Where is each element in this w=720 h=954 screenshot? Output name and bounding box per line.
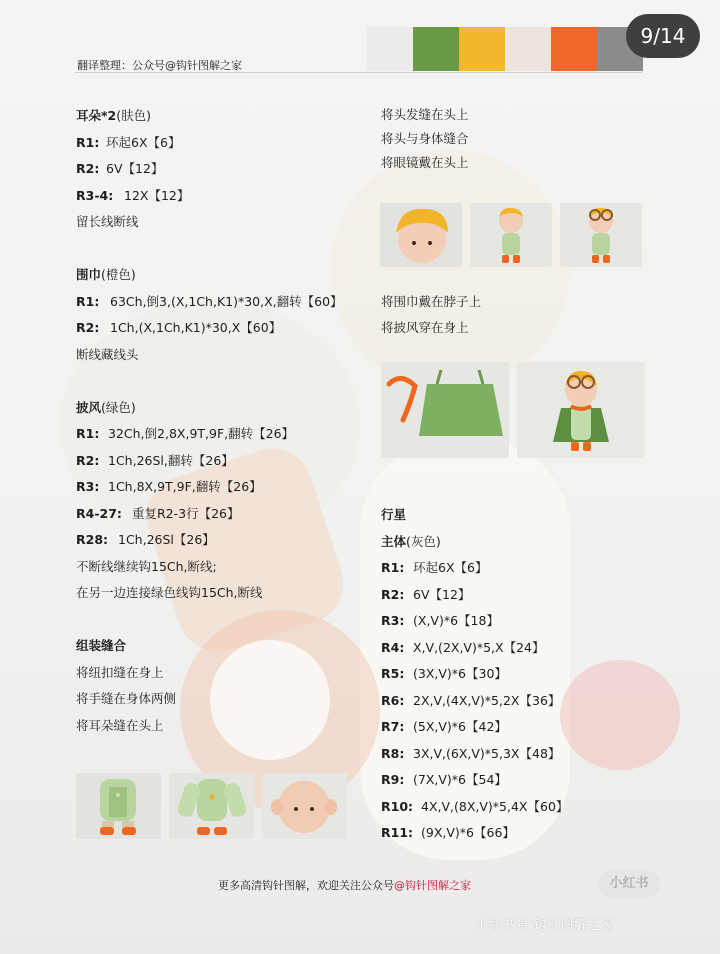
section-heading-planet: 行星 xyxy=(381,507,407,522)
color-swatch xyxy=(413,27,459,71)
doll-arms-photo xyxy=(169,773,254,839)
pattern-row: R1: 环起6X【6】 xyxy=(381,560,488,575)
assembly-step: 将披风穿在身上 xyxy=(381,320,469,335)
assembly-step: 将眼镜戴在头上 xyxy=(381,155,469,170)
doll-front-photo xyxy=(470,203,552,267)
pattern-row: R4-27: 重复R2-3行【26】 xyxy=(76,505,240,521)
pattern-row: R3-4: 12X【12】 xyxy=(76,187,190,203)
pattern-row: R3: 1Ch,8X,9T,9F,翻转【26】 xyxy=(76,479,262,494)
background-shape xyxy=(560,660,680,770)
doll-body-photo xyxy=(76,773,161,839)
background-shape xyxy=(330,150,570,390)
pattern-row: R2: 1Ch,(X,1Ch,K1)*30,X【60】 xyxy=(76,320,282,335)
color-swatch xyxy=(505,27,551,71)
yarn-color: (橙色) xyxy=(101,267,136,282)
pattern-row: R1: 32Ch,倒2,8X,9T,9F,翻转【26】 xyxy=(76,426,295,441)
scarf-and-cape-photo xyxy=(381,362,509,458)
pattern-row: R7: (5X,V)*6【42】 xyxy=(381,719,507,734)
pattern-row: R11: (9X,V)*6【66】 xyxy=(381,825,515,840)
left-column xyxy=(76,103,343,739)
pattern-row: R2: 6V【12】 xyxy=(76,161,164,176)
instruction-note: 断线藏线头 xyxy=(76,346,139,362)
pattern-row: R1: 环起6X【6】 xyxy=(76,134,181,150)
section-heading-cape xyxy=(76,395,343,422)
assembly-step: 将手缝在身体两侧 xyxy=(76,691,177,706)
section-heading-assembly: 组装缝合 xyxy=(76,638,127,653)
pattern-row: R1: 63Ch,倒3,(X,1Ch,K1)*30,X,翻转【60】 xyxy=(76,293,343,309)
pattern-row: R6: 2X,V,(4X,V)*5,2X【36】 xyxy=(381,692,561,708)
assembly-step: 将头与身体缝合 xyxy=(381,131,469,146)
part-title: 主体 xyxy=(381,533,407,549)
pattern-row: R2: 1Ch,26Sl,翻转【26】 xyxy=(76,452,234,468)
assembly-step: 将纽扣缝在身上 xyxy=(76,664,164,680)
pattern-row: R3: (X,V)*6【18】 xyxy=(381,613,499,628)
assembly-photos xyxy=(76,773,347,839)
hair-photo xyxy=(380,203,462,267)
part-heading xyxy=(381,529,568,556)
assembly-step: 将头发缝在头上 xyxy=(381,107,469,122)
doll-with-cape-photo xyxy=(517,362,645,458)
section-title: 围巾 xyxy=(76,267,102,282)
doll-goggles-photo xyxy=(560,203,642,267)
section-heading-ears xyxy=(76,103,343,130)
doll-head-photo xyxy=(262,773,347,839)
head-assembly-steps xyxy=(381,103,469,175)
pattern-row: R5: (3X,V)*6【30】 xyxy=(381,666,507,681)
planet-section xyxy=(381,502,568,847)
color-swatch xyxy=(367,27,413,71)
pattern-row: R8: 3X,V,(6X,V)*5,3X【48】 xyxy=(381,745,561,761)
yarn-color: (灰色) xyxy=(406,533,441,549)
yarn-color: (肤色) xyxy=(116,108,152,123)
color-swatch xyxy=(551,27,597,71)
pattern-row: R2: 6V【12】 xyxy=(381,586,471,602)
assembly-step: 将围巾戴在脖子上 xyxy=(381,294,482,309)
color-swatch xyxy=(459,27,505,71)
instruction-note: 不断线继续钩15Ch,断线; xyxy=(76,558,217,574)
pattern-row: R4: X,V,(2X,V)*5,X【24】 xyxy=(381,639,545,655)
cape-photos xyxy=(381,362,645,458)
pattern-row: R9: (7X,V)*6【54】 xyxy=(381,772,507,787)
scarf-cape-steps xyxy=(381,289,481,341)
color-swatches xyxy=(367,27,643,71)
watermark: 小红书号 钩针图解之家 xyxy=(475,918,615,933)
account-handle[interactable]: @钩针图解之家 xyxy=(394,879,471,892)
assembly-step: 将耳朵缝在头上 xyxy=(76,717,164,733)
pattern-row: R28: 1Ch,26Sl【26】 xyxy=(76,532,215,547)
instruction-note: 留长线断线 xyxy=(76,214,139,229)
head-photos xyxy=(380,203,642,267)
instruction-note: 在另一边连接绿色线钩15Ch,断线 xyxy=(76,585,263,600)
footer-note: 更多高清钩针图解，欢迎关注公众号@钩针图解之家 xyxy=(218,879,471,892)
xiaohongshu-logo: 小红书 xyxy=(598,870,660,898)
section-title: 耳朵*2 xyxy=(76,108,117,123)
header-divider xyxy=(74,72,642,73)
pattern-row: R10: 4X,V,(8X,V)*5,4X【60】 xyxy=(381,798,569,814)
section-heading-scarf xyxy=(76,262,343,289)
section-title: 披风 xyxy=(76,399,102,415)
yarn-color: (绿色) xyxy=(101,399,136,415)
source-credit: 翻译整理：公众号@钩针图解之家 xyxy=(77,59,242,72)
page-indicator[interactable]: 9/14 xyxy=(626,14,700,58)
